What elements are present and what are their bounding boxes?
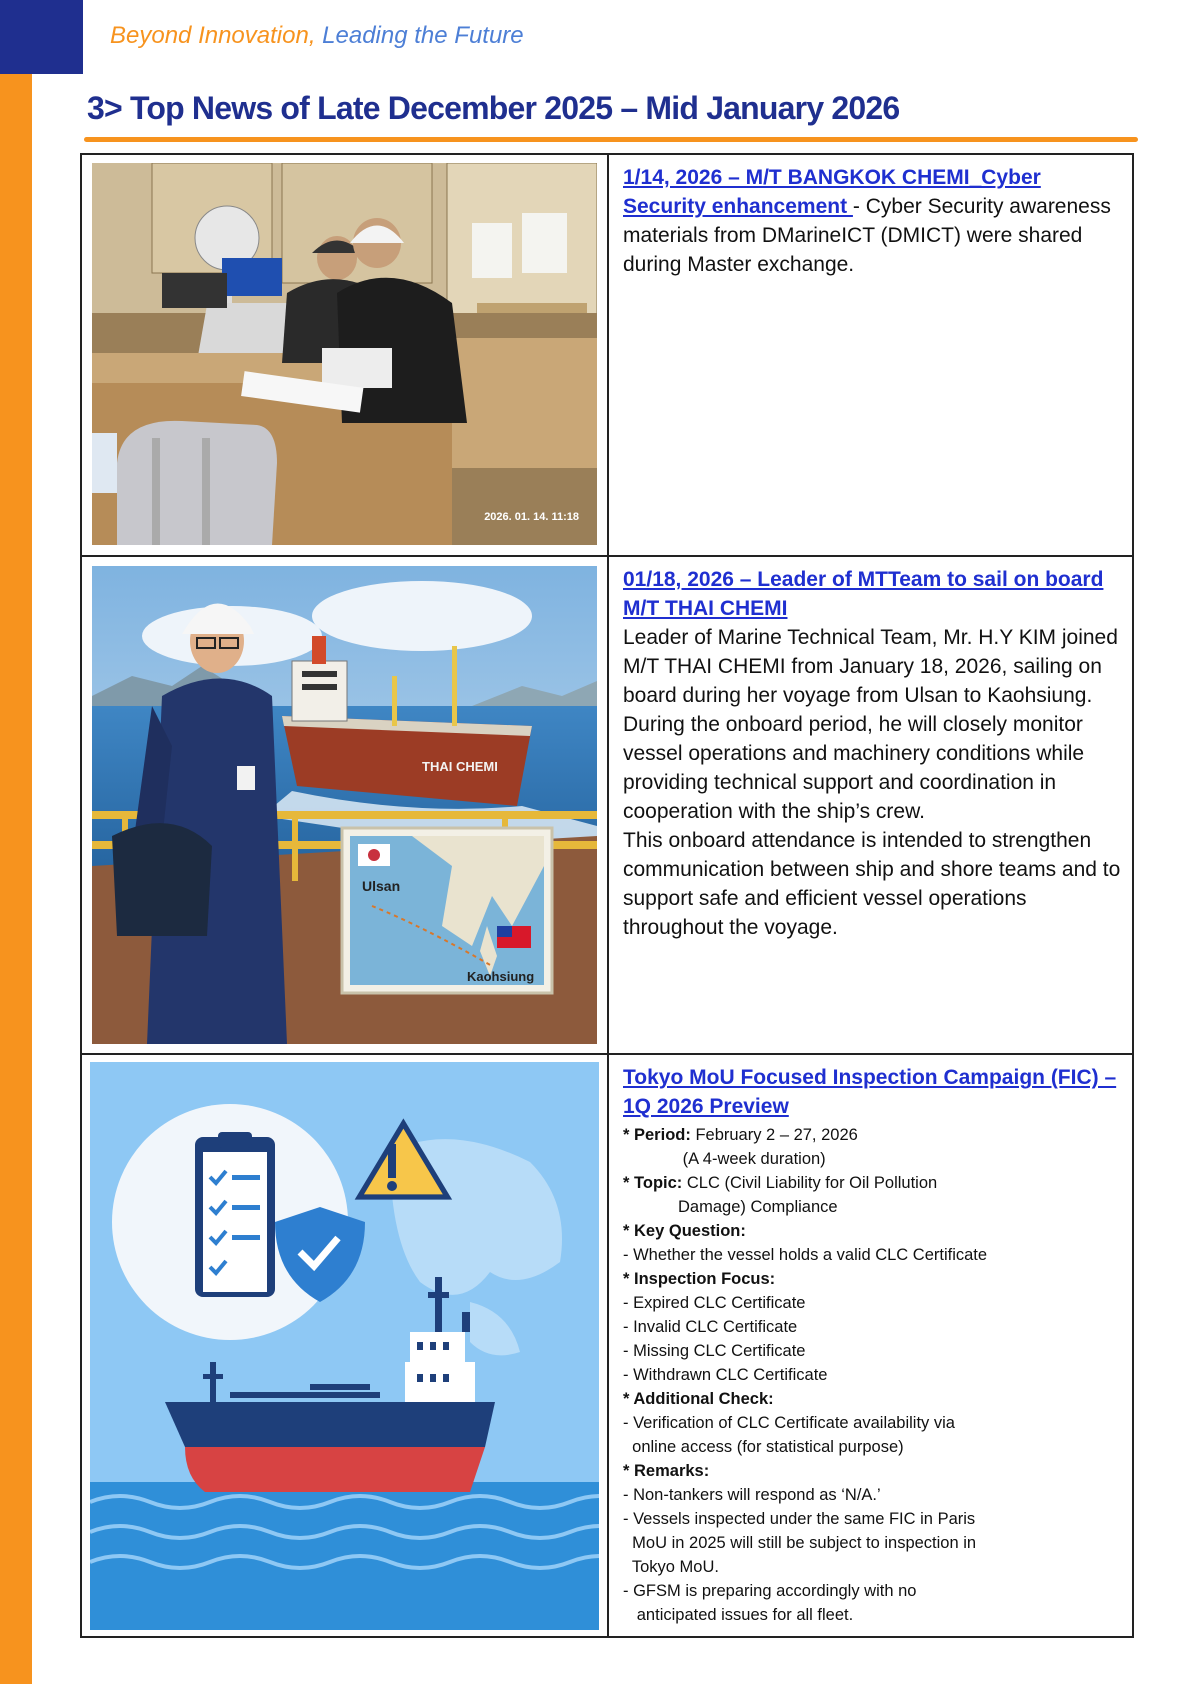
fic-line-text: - Non-tankers will respond as ‘N/A.’ — [623, 1486, 881, 1504]
fic-line-text: - GFSM is preparing accordingly with no — [623, 1582, 917, 1600]
illustration-engineer-tanker — [92, 566, 597, 1044]
fic-line-label: * Key Question: — [623, 1222, 746, 1240]
fic-line — [623, 1267, 1122, 1291]
news-1-text-cell — [609, 155, 1132, 555]
fic-line-text: - Withdrawn CLC Certificate — [623, 1366, 828, 1384]
tagline — [110, 22, 524, 50]
fic-line — [623, 1195, 1122, 1219]
fic-line-label: * Topic: — [623, 1174, 683, 1192]
news-row-2 — [82, 557, 1132, 1055]
left-accent-bar — [0, 0, 32, 1684]
page-title: 3> Top News of Late December 2025 – Mid January 2026 — [87, 90, 900, 126]
news-1-content — [623, 163, 1122, 279]
fic-line — [623, 1531, 1122, 1555]
fic-line-text: - Expired CLC Certificate — [623, 1294, 806, 1312]
news-2-paragraph-3: This onboard attendance is intended to strengthen communication between ship and shore teams and to support safe and efficient vessel operations throughout the voyage. — [623, 829, 1121, 939]
fic-line — [623, 1243, 1122, 1267]
news-1-headline[interactable]: 1/14, 2026 – M/T BANGKOK CHEMI_Cyber Security enhancement — [623, 166, 1041, 218]
fic-line-text: February 2 – 27, 2026 — [690, 1126, 858, 1144]
news-2-text-cell — [609, 557, 1132, 1053]
fic-line — [623, 1411, 1122, 1435]
news-2-paragraph-1: Leader of Marine Technical Team, Mr. H.Y KIM joined M/T THAI CHEMI from January 18, 2026, sailing on board during her voyage from Ulsan to Kaohsiung. — [623, 626, 1118, 707]
fic-line — [623, 1123, 1122, 1147]
ship-name-label: THAI CHEMI — [422, 759, 498, 774]
tagline-part2: Leading the Future — [315, 22, 524, 49]
fic-line — [623, 1435, 1122, 1459]
corner-logo-block — [0, 0, 83, 74]
fic-line-text: - Invalid CLC Certificate — [623, 1318, 798, 1336]
news-2-paragraph-2: During the onboard period, he will closely monitor vessel operations and machinery conditions while providing technical support and coordination in cooperation with the ship’s crew. — [623, 713, 1085, 823]
fic-line-text: anticipated issues for all fleet. — [623, 1606, 854, 1624]
fic-line-text: CLC (Civil Liability for Oil Pollution — [682, 1174, 938, 1192]
fic-line-text: - Vessels inspected under the same FIC in Paris — [623, 1510, 976, 1528]
fic-line-text: - Verification of CLC Certificate availability via — [623, 1414, 955, 1432]
fic-line-text: online access (for statistical purpose) — [623, 1438, 904, 1456]
fic-line-text: Damage) Compliance — [623, 1198, 838, 1216]
fic-line-label: * Inspection Focus: — [623, 1270, 776, 1288]
fic-line — [623, 1387, 1122, 1411]
fic-line — [623, 1483, 1122, 1507]
fic-line — [623, 1603, 1122, 1627]
news-row-3 — [82, 1055, 1132, 1636]
news-table — [80, 153, 1134, 1638]
fic-line — [623, 1579, 1122, 1603]
news-2-image-cell — [82, 557, 609, 1053]
news-row-1 — [82, 155, 1132, 557]
fic-line — [623, 1147, 1122, 1171]
news-2-headline[interactable]: 01/18, 2026 – Leader of MTTeam to sail on board M/T THAI CHEMI — [623, 568, 1104, 620]
inspection-campaign-graphic — [90, 1062, 599, 1630]
news-1-image-cell — [82, 155, 609, 555]
fic-line — [623, 1459, 1122, 1483]
news-1-body: - Cyber Security awareness materials from DMarineICT (DMICT) were shared during Master exchange. — [623, 195, 1111, 276]
fic-line — [623, 1555, 1122, 1579]
fic-line-text: (A 4-week duration) — [623, 1150, 826, 1168]
news-3-image-cell — [82, 1055, 609, 1636]
fic-line-label: * Additional Check: — [623, 1390, 774, 1408]
tagline-part1: Beyond Innovation, — [110, 22, 316, 49]
title-underline — [84, 137, 1138, 142]
office-photo — [92, 163, 597, 545]
fic-line — [623, 1363, 1122, 1387]
map-destination-label: Kaohsiung — [467, 969, 535, 984]
fic-line — [623, 1291, 1122, 1315]
fic-line-label: * Remarks: — [623, 1462, 710, 1480]
news-3-text-cell — [609, 1055, 1132, 1636]
news-3-headline[interactable]: Tokyo MoU Focused Inspection Campaign (FIC) – 1Q 2026 Preview — [623, 1066, 1117, 1118]
fic-details-list — [623, 1123, 1122, 1627]
photo-timestamp: 2026. 01. 14. 11:18 — [484, 511, 579, 523]
map-origin-label: Ulsan — [362, 878, 401, 894]
fic-line-text: - Missing CLC Certificate — [623, 1342, 806, 1360]
fic-line-text: Tokyo MoU. — [623, 1558, 719, 1576]
fic-line-text: - Whether the vessel holds a valid CLC Certificate — [623, 1246, 988, 1264]
fic-line — [623, 1219, 1122, 1243]
fic-line — [623, 1315, 1122, 1339]
fic-line — [623, 1339, 1122, 1363]
fic-line-text: MoU in 2025 will still be subject to inspection in — [623, 1534, 977, 1552]
fic-line — [623, 1171, 1122, 1195]
fic-line — [623, 1507, 1122, 1531]
fic-line-label: * Period: — [623, 1126, 691, 1144]
